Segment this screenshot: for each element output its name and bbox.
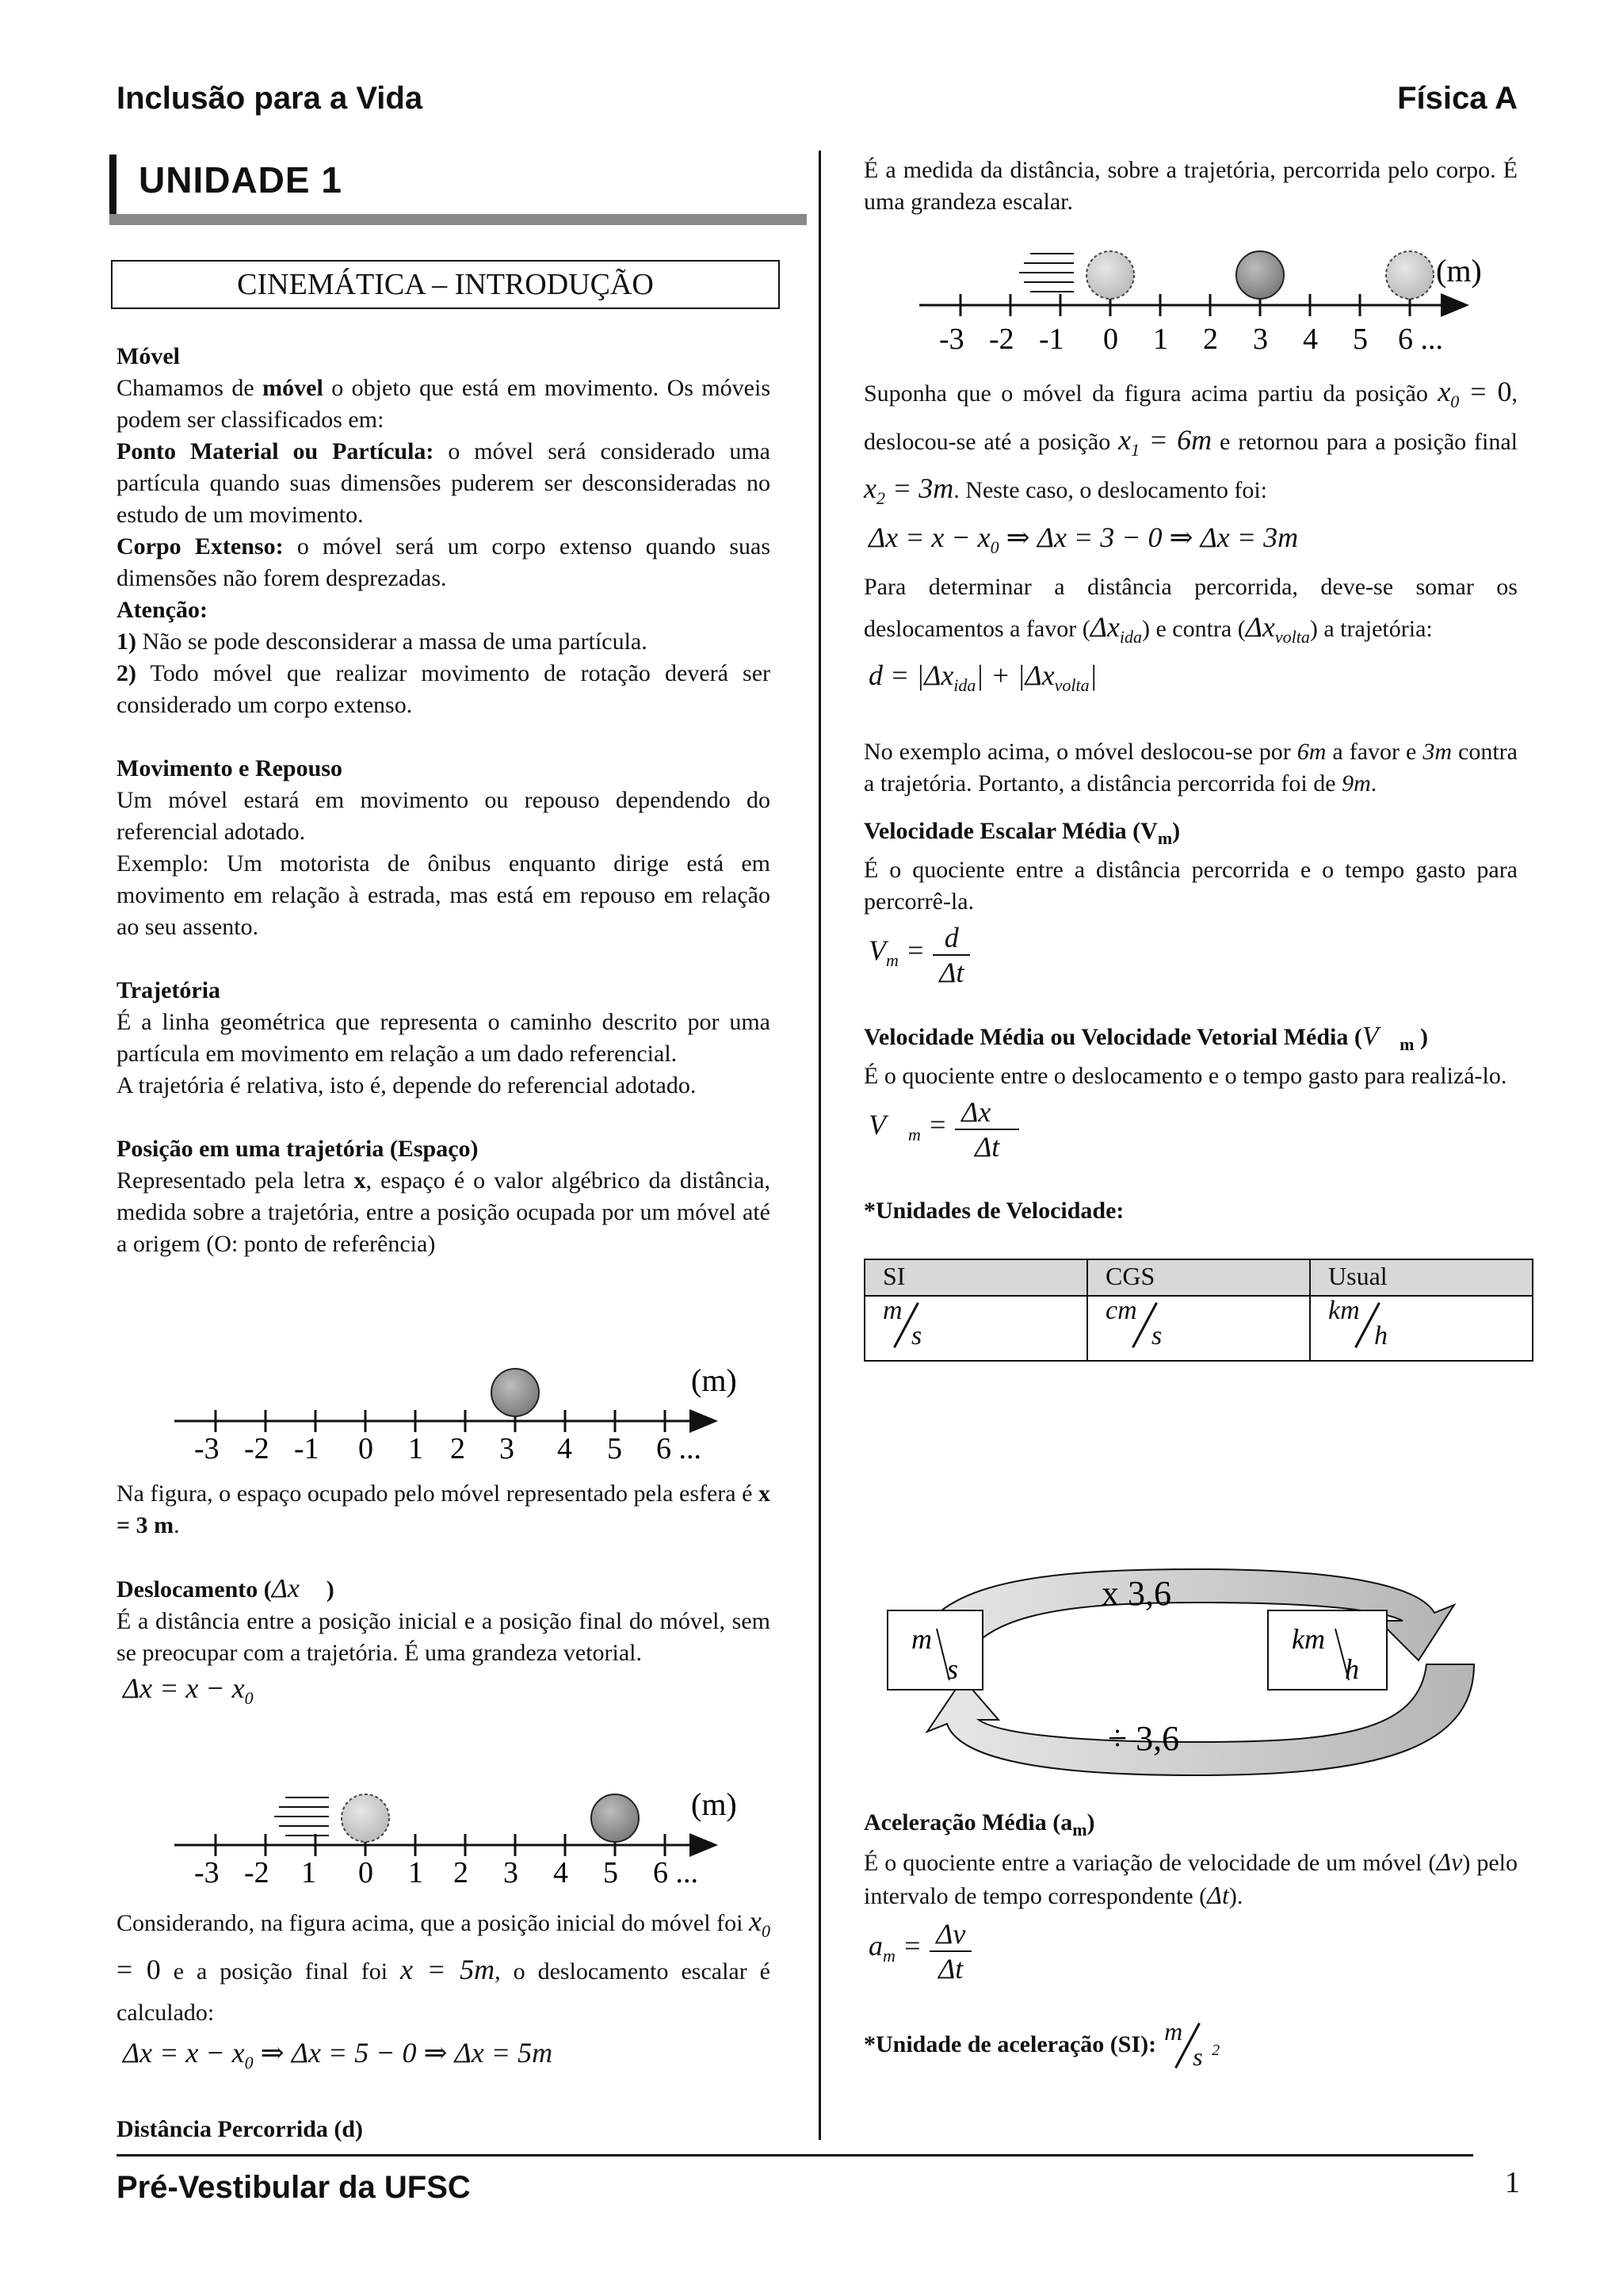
axis-tick-label: 4 [557, 1432, 572, 1465]
left-column [116, 341, 770, 1260]
movimento-paragraph-2: Exemplo: Um motorista de ônibus enquanto dirige está em movimento em relação à estrada, mas está em repouso em relação ao seu assento. [116, 850, 770, 940]
left-column-lower [116, 1478, 770, 1717]
axis-tick-label: 5 [607, 1432, 622, 1465]
unit-banner-shadow [109, 214, 807, 225]
right-column-bottom [864, 1807, 1518, 2073]
units-cell-si: m s [865, 1296, 1087, 1361]
unidades-velocidade-heading: *Unidades de Velocidade: [864, 1198, 1125, 1224]
axis-tick-label: 3 [503, 1856, 518, 1889]
sphere-final-marker [591, 1794, 639, 1842]
axis-tick-label: 4 [1303, 323, 1318, 356]
unidade-aceleracao: *Unidade de aceleração (SI): m s 2 [864, 2017, 1220, 2071]
axis-tick-label: 2 [453, 1856, 468, 1889]
units-cell-usual: km h [1310, 1296, 1533, 1361]
conversion-box-kmh [1268, 1610, 1387, 1690]
determinar-paragraph: Para determinar a distância percorrida, deve-se somar os deslocamentos a favor $(\Delta x_{ida})$ e contra $(\Delta x_{volta})$ a trajetória: [864, 573, 1518, 647]
axis-tick-label: 0 [1103, 323, 1118, 356]
conversion-multiply-label: x 3,6 [1102, 1574, 1171, 1613]
ponto-material-paragraph: Ponto Material ou Partícula: o móvel será considerado uma partícula quando suas dimensões puderem ser desconsideradas no estudo de um movimento. [116, 438, 770, 528]
movimento-heading: Movimento e Repouso [116, 755, 342, 781]
footer-rule [116, 2154, 1473, 2157]
axis-tick-label: 3 [499, 1432, 514, 1465]
deslocamento-example: Considerando, na figura acima, que a posição inicial do móvel foi $x_0 = 0$ e a posição final foi x = 5m, o deslocamento escalar é calculado: [116, 1905, 770, 2027]
atencao-item-2: 2) Todo móvel que realizar movimento de rotação deverá ser considerado um corpo extenso. [116, 660, 770, 718]
sphere-initial-marker [342, 1794, 389, 1842]
units-header-usual: Usual [1310, 1259, 1533, 1296]
axis-tick-label: -3 [194, 1856, 220, 1889]
header-title: Inclusão para a Vida [116, 81, 423, 116]
aceleracao-heading: Aceleração Média $(a_m)$ [864, 1809, 1095, 1839]
conversion-right-num: km [1292, 1623, 1325, 1655]
axis-tick-label: 1 [408, 1856, 423, 1889]
axis-tick-label: 5 [603, 1856, 618, 1889]
position-axis-figure [174, 1359, 745, 1465]
axis-tick-label: -1 [1039, 323, 1064, 356]
posicao-conclusion: Na figura, o espaço ocupado pelo móvel representado pela esfera é x = 3 m. [116, 1480, 770, 1538]
distancia-heading: Distância Percorrida (d) [116, 2116, 364, 2143]
velocidade-vetorial-heading: Velocidade Média ou Velocidade Vetorial Média ($V⃗_m$ ) [864, 1022, 1428, 1055]
sphere-turnaround-marker [1386, 251, 1434, 299]
axis-tick-label: 6 ... [1398, 323, 1443, 356]
sphere-start-marker [1086, 251, 1134, 299]
right-column-top [864, 155, 1518, 218]
sphere-current-marker [1236, 251, 1284, 299]
axis-tick-label: -3 [939, 323, 964, 356]
distance-formula: $d = |\Delta x_{ida}| + |\Delta x_{volta}|$ [869, 659, 1098, 696]
displacement-axis-figure [174, 1783, 745, 1889]
motion-lines-icon [274, 1797, 329, 1836]
axis-tick-label: 6 ... [653, 1856, 698, 1889]
unit-title: UNIDADE 1 [139, 159, 342, 201]
right-column-middle [864, 372, 1518, 1362]
header-subject: Física A [1397, 81, 1518, 116]
deslocamento-calculation: $\Delta x = x - x_0$ ⇒ Δx = 5 − 0 ⇒ Δx = 5m [123, 2037, 553, 2073]
axis-unit-label: (m) [1436, 253, 1482, 288]
axis-tick-label: 6 ... [656, 1432, 701, 1465]
atencao-item-1: 1) Não se pode desconsiderar a massa de uma partícula. [116, 628, 647, 655]
velocidade-escalar-paragraph: É o quociente entre a distância percorrida e o tempo gasto para percorrê-la. [864, 857, 1518, 915]
axis-tick-label: -1 [294, 1432, 319, 1465]
trajetoria-heading: Trajetória [116, 977, 221, 1003]
aceleracao-formula: $a_m$ = $\frac{\Delta v}{\Delta t}$ [869, 1917, 1518, 1985]
axis-tick-label: 3 [1253, 323, 1268, 356]
axis-tick-label: -2 [989, 323, 1014, 356]
axis-tick-label: -3 [194, 1432, 220, 1465]
exemplo-paragraph: No exemplo acima, o móvel deslocou-se por 6m a favor e 3m contra a trajetória. Portanto, a distância percorrida foi de 9m. [864, 739, 1518, 797]
axis-tick-label: 2 [1203, 323, 1218, 356]
suponha-paragraph: Suponha que o móvel da figura acima partiu da posição $x_0 = 0$, deslocou-se até a posição $x_1 = 6m$ e retornou para a posição final $x_2 = 3m$. Neste caso, o deslocamento foi: [864, 376, 1518, 509]
posicao-paragraph: Representado pela letra x, espaço é o valor algébrico da distância, medida sobre a trajetória, entre a posição ocupada por um móvel até a origem (O: ponto de referência) [116, 1167, 771, 1257]
divide-arrow [927, 1664, 1474, 1775]
atencao-label: Atenção: [116, 597, 208, 623]
page-number: 1 [1505, 2166, 1520, 2199]
corpo-extenso-paragraph: Corpo Extenso: o móvel será um corpo extenso quando suas dimensões não forem desprezadas. [116, 533, 770, 591]
velocidade-escalar-heading: Velocidade Escalar Média $(V_m)$ [864, 818, 1181, 849]
conversion-left-num: m [911, 1623, 932, 1655]
movimento-paragraph-1: Um móvel estará em movimento ou repouso dependendo do referencial adotado. [116, 787, 770, 845]
movel-paragraph: Chamamos de móvel o objeto que está em movimento. Os móveis podem ser classificados em: [116, 375, 770, 433]
units-header-cgs: CGS [1087, 1259, 1310, 1296]
trajetoria-paragraph-2: A trajetória é relativa, isto é, depende do referencial adotado. [116, 1072, 697, 1098]
movel-heading: Móvel [116, 343, 180, 369]
distancia-paragraph: É a medida da distância, sobre a trajetória, percorrida pelo corpo. É uma grandeza escalar. [864, 157, 1518, 215]
axis-tick-label: 1 [1153, 323, 1168, 356]
axis-tick-label: -2 [244, 1856, 269, 1889]
conversion-left-den: s [947, 1653, 959, 1685]
sphere-position-marker [491, 1369, 539, 1416]
unit-conversion-diagram [864, 1553, 1522, 1791]
conversion-box-ms [888, 1610, 983, 1690]
left-column-bottom [116, 1902, 770, 2145]
distance-axis-figure [919, 242, 1490, 356]
conversion-divide-label: ÷ 3,6 [1108, 1719, 1180, 1758]
velocidade-vetorial-paragraph: É o quociente entre o deslocamento e o tempo gasto para realizá-lo. [864, 1063, 1507, 1090]
motion-lines-icon [1019, 254, 1074, 292]
posicao-heading: Posição em uma trajetória (Espaço) [116, 1136, 479, 1162]
axis-tick-label: 5 [1353, 323, 1368, 356]
units-header-si: SI [865, 1259, 1087, 1296]
velocidade-vetorial-formula: $V⃗_m$ = $\frac{\Delta x⃗}{\Delta t}$ [869, 1095, 1518, 1163]
deslocamento-paragraph: É a distância entre a posição inicial e a posição final do móvel, sem se preocupar com a trajetória. É uma grandeza vetorial. [116, 1608, 770, 1666]
trajetoria-paragraph-1: É a linha geométrica que representa o caminho descrito por uma partícula em movimento em relação a um dado referencial. [116, 1009, 770, 1067]
footer-title: Pré-Vestibular da UFSC [116, 2170, 471, 2205]
axis-tick-label: 1 [301, 1856, 316, 1889]
section-title-box: CINEMÁTICA – INTRODUÇÃO [111, 260, 780, 309]
axis-unit-label: (m) [691, 1362, 737, 1398]
axis-tick-label: 2 [450, 1432, 465, 1465]
velocidade-escalar-formula: $V_m$ = $\frac{d}{\Delta t}$ [869, 921, 1518, 989]
axis-tick-label: 1 [408, 1432, 423, 1465]
aceleracao-paragraph: É o quociente entre a variação de velocidade de um móvel (Δv) pelo intervalo de tempo correspondente (Δt). [864, 1847, 1518, 1909]
axis-tick-label: 0 [358, 1856, 373, 1889]
axis-unit-label: (m) [691, 1786, 737, 1822]
column-divider [819, 151, 821, 2140]
conversion-right-den: h [1345, 1653, 1359, 1685]
units-cell-cgs: cm s [1087, 1296, 1310, 1361]
axis-tick-label: -2 [244, 1432, 269, 1465]
units-table [864, 1259, 1533, 1362]
axis-tick-label: 0 [358, 1432, 373, 1465]
deslocamento-calc-right: $\Delta x = x - x_0$ ⇒ Δx = 3 − 0 ⇒ Δx = 3m [869, 521, 1299, 557]
axis-tick-label: 4 [553, 1856, 568, 1889]
deslocamento-formula: $\Delta x = x - x_0$ [123, 1672, 254, 1709]
deslocamento-heading: Deslocamento (Δx⃗ ) [116, 1574, 334, 1603]
